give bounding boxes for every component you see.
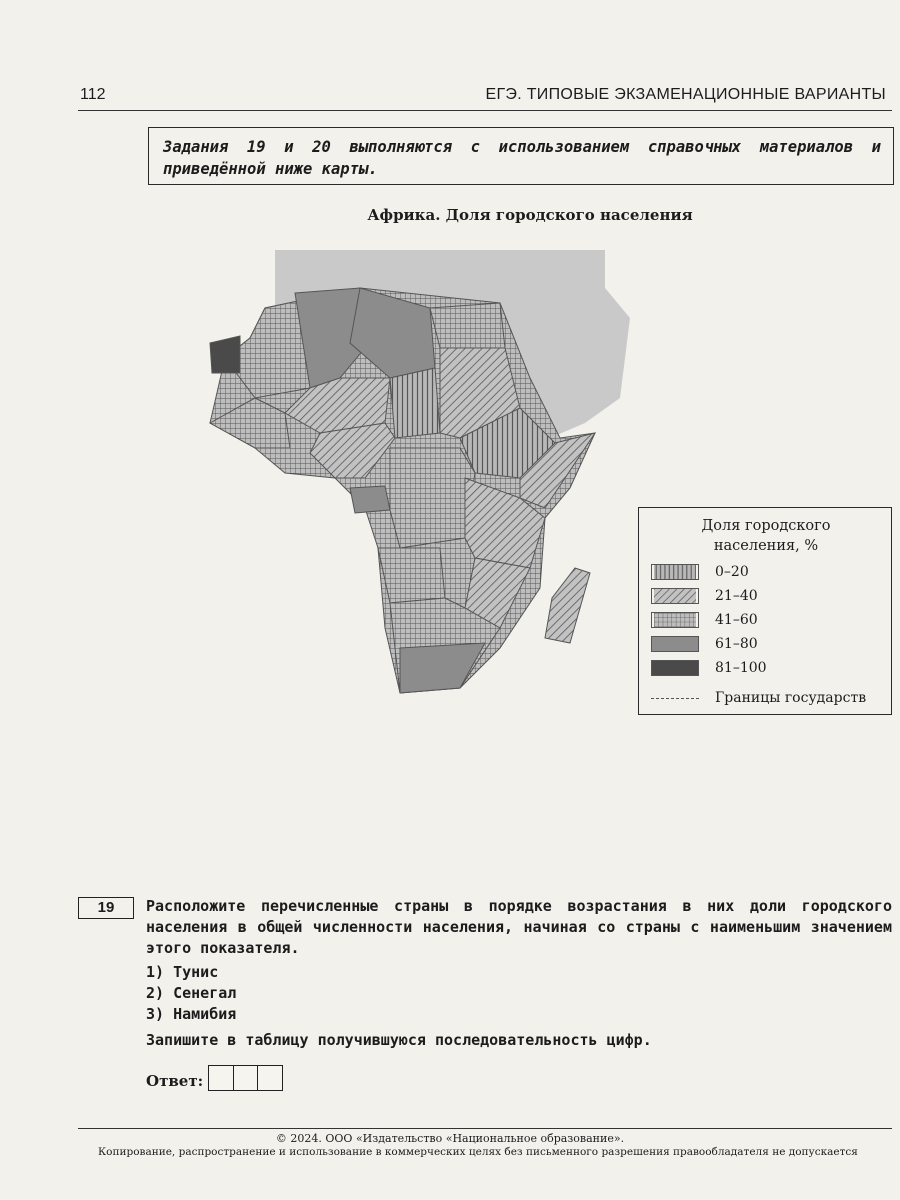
answer-cell-2[interactable] xyxy=(233,1065,259,1091)
option-3: 3) Намибия xyxy=(146,1005,237,1023)
task-instruction: Запишите в таблицу получившуюся последовательность цифр. xyxy=(146,1031,652,1049)
legend-dashed-border-icon xyxy=(651,698,699,699)
option-1: 1) Тунис xyxy=(146,963,219,981)
instruction-text: Задания 19 и 20 выполняются с использованием справочных материалов и приведённой ниже карты. xyxy=(163,138,881,178)
answer-cells xyxy=(208,1065,282,1091)
instruction-box xyxy=(148,127,894,185)
region-egypt xyxy=(430,303,505,348)
legend-title xyxy=(639,516,893,556)
page-number: 112 xyxy=(80,86,106,103)
answer-cell-3[interactable] xyxy=(257,1065,283,1091)
header-rule xyxy=(78,110,892,111)
region-chad xyxy=(390,368,440,438)
footer-rule xyxy=(78,1128,892,1129)
legend-label: 41–60 xyxy=(715,612,758,628)
legend-label: 81–100 xyxy=(715,660,767,676)
legend-swatch-vertical-lines xyxy=(651,564,699,580)
legend-swatch-solid-gray xyxy=(651,636,699,652)
legend-label: 21–40 xyxy=(715,588,758,604)
task-question: Расположите перечисленные страны в порядке возрастания в них доли городского населения в общей численности населения, начиная со страны с наименьшим значением этого показателя. xyxy=(146,897,892,957)
region-western-sahara xyxy=(210,336,240,373)
region-congo xyxy=(390,448,475,548)
legend-label: 0–20 xyxy=(715,564,749,580)
region-gabon xyxy=(350,486,390,513)
region-madagascar xyxy=(545,568,590,643)
legend-label: 61–80 xyxy=(715,636,758,652)
option-2: 2) Сенегал xyxy=(146,984,237,1002)
footer-copyright: © 2024. ООО «Издательство «Национальное образование». xyxy=(275,1132,625,1145)
task-number: 19 xyxy=(78,897,134,919)
legend-swatch-diagonal-lines xyxy=(651,588,699,604)
map-legend xyxy=(638,507,892,715)
legend-title-line1: Доля городского xyxy=(701,518,831,534)
answer-cell-1[interactable] xyxy=(208,1065,234,1091)
region-angola xyxy=(378,548,445,603)
footer-note: Копирование, распространение и использование в коммерческих целях без письменного разрешения правообладателя не допускается xyxy=(98,1146,858,1158)
legend-label: Границы государств xyxy=(715,690,867,706)
africa-urban-map xyxy=(200,248,640,698)
running-title: ЕГЭ. ТИПОВЫЕ ЭКЗАМЕНАЦИОННЫЕ ВАРИАНТЫ xyxy=(485,86,886,103)
answer-label: Ответ: xyxy=(146,1072,204,1090)
legend-swatch-grid xyxy=(651,612,699,628)
map-title: Африка. Доля городского населения xyxy=(367,206,693,224)
legend-swatch-solid-dark xyxy=(651,660,699,676)
task-options xyxy=(146,962,236,1025)
legend-title-line2: населения, % xyxy=(713,538,819,554)
